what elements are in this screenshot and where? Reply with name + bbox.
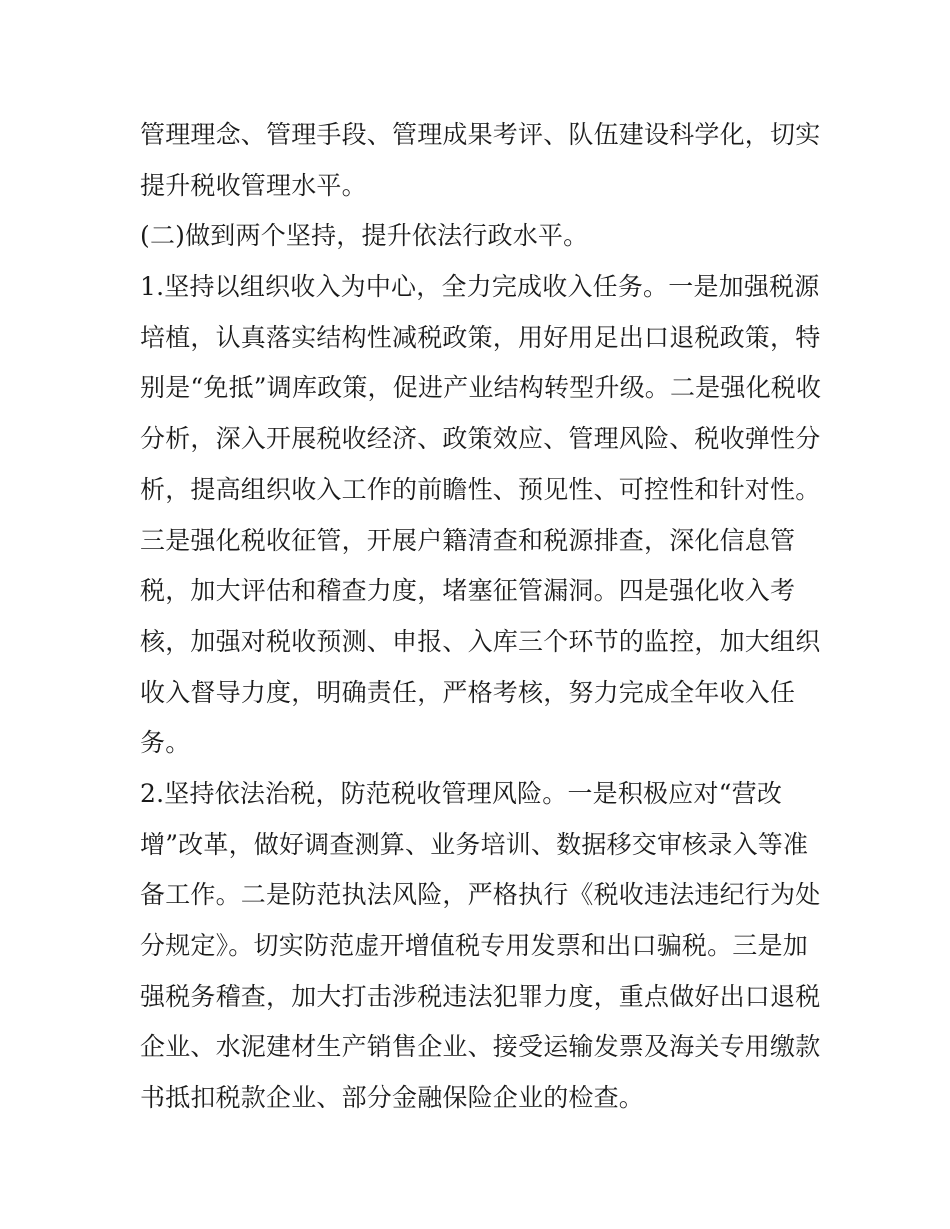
text-line: 2.坚持依法治税，防范税收管理风险。一是积极应对“营改 xyxy=(140,778,783,808)
text-line: 培植，认真落实结构性减税政策，用好用足出口退税政策，特 xyxy=(140,322,821,352)
text-line: 企业、水泥建材生产销售企业、接受运输发票及海关专用缴款 xyxy=(140,1032,821,1062)
text-line: 增”改革，做好调查测算、业务培训、数据移交审核录入等准 xyxy=(140,829,809,859)
text-line: 强税务稽查，加大打击涉税违法犯罪力度，重点做好出口退税 xyxy=(140,981,821,1011)
text-line: 税，加大评估和稽查力度，堵塞征管漏洞。四是强化收入考 xyxy=(140,576,796,606)
text-line: 务。 xyxy=(140,728,191,758)
body-text xyxy=(140,110,830,1124)
text-line: 提升税收管理水平。 xyxy=(140,170,367,200)
text-line: 收入督导力度，明确责任，严格考核，努力完成全年收入任 xyxy=(140,677,796,707)
text-line: 核，加强对税收预测、申报、入库三个环节的监控，加大组织 xyxy=(140,626,821,656)
text-line: 书抵扣税款企业、部分金融保险企业的检查。 xyxy=(140,1083,645,1113)
text-line: 管理理念、管理手段、管理成果考评、队伍建设科学化，切实 xyxy=(140,120,821,149)
text-line: 别是“免抵”调库政策，促进产业结构转型升级。二是强化税收 xyxy=(140,373,822,403)
section-heading: (二)做到两个坚持，提升依法行政水平。 xyxy=(140,221,589,251)
text-line: 分规定》。切实防范虚开增值税专用发票和出口骗税。三是加 xyxy=(140,931,808,960)
text-line: 分析，深入开展税收经济、政策效应、管理风险、税收弹性分 xyxy=(140,424,821,454)
text-line: 析，提高组织收入工作的前瞻性、预见性、可控性和针对性。 xyxy=(140,474,821,504)
text-line: 1.坚持以组织收入为中心，全力完成收入任务。一是加强税源 xyxy=(140,272,820,302)
text-line: 三是强化税收征管，开展户籍清查和税源排查，深化信息管 xyxy=(140,525,796,555)
text-line: 备工作。二是防范执法风险，严格执行《税收违法违纪行为处 xyxy=(140,880,821,910)
